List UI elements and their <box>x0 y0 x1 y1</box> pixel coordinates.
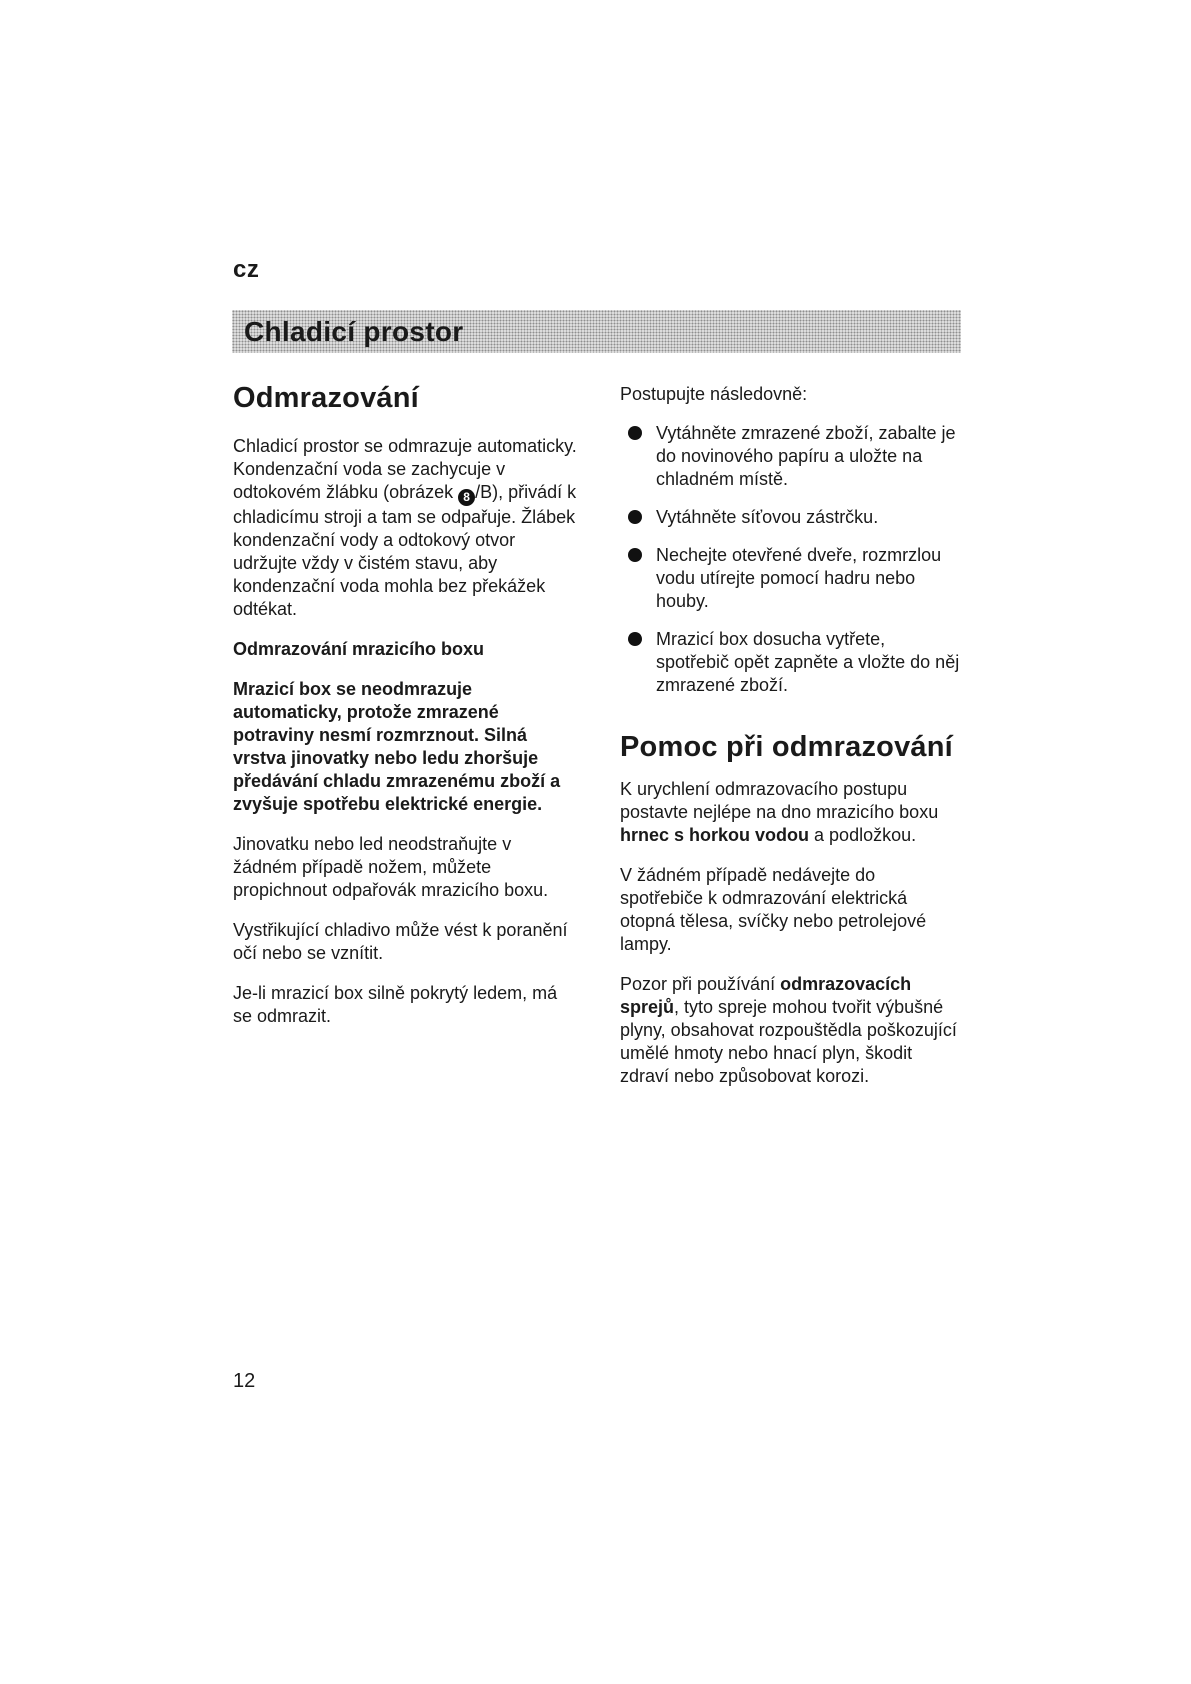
list-item <box>620 628 963 697</box>
paragraph-refrigerant-danger: Vystřikující chladivo může vést k poranění očí nebo se vznítit. <box>233 920 568 963</box>
right-column <box>620 380 963 1105</box>
paragraph-freezer-warning: Mrazicí box se neodmrazuje automaticky, protože zmrazené potraviny nesmí rozmrznout. Silná vrstva jinovatky nebo ledu zhoršuje předávání chladu zmrazenému zboží a zvyšuje spotřebu elektrické energie. <box>233 679 561 814</box>
content-columns <box>233 380 963 1105</box>
step-text: Nechejte otevřené dveře, rozmrzlou vodu utírejte pomocí hadru nebo houby. <box>656 545 942 611</box>
paragraph-bold-text: odmrazovacích sprejů <box>620 974 912 1017</box>
paragraph-hot-water <box>620 778 963 847</box>
step-text: Vytáhněte síťovou zástrčku. <box>656 507 879 527</box>
section-banner-title: Chladicí prostor <box>244 315 464 347</box>
paragraph-text: Chladicí prostor se odmrazuje automaticky. Kondenzační voda se zachycuje v odtokovém žlábku (obrázek <box>233 436 577 502</box>
figure-8-icon: 8 <box>458 489 475 506</box>
subheading-freezer-box: Odmrazování mrazicího boxu <box>233 639 485 659</box>
step-text: Vytáhněte zmrazené zboží, zabalte je do novinového papíru a uložte na chladném místě. <box>656 423 956 489</box>
paragraph-auto-defrost <box>233 435 580 621</box>
section-heading-defrost-help: Pomoc při odmrazování <box>620 731 953 763</box>
paragraph-text: , tyto spreje mohou tvořit výbušné plyny, obsahovat rozpouštědla poškozující umělé hmoty nebo hnací plyn, škodit zdraví nebo způsobovat korozi. <box>620 997 957 1086</box>
bullet-icon <box>628 548 642 562</box>
page-number: 12 <box>233 1370 256 1392</box>
paragraph-text: Pozor při používání <box>620 974 781 994</box>
paragraph-defrost-when-iced: Je-li mrazicí box silně pokrytý ledem, má se odmrazit. <box>233 983 558 1026</box>
paragraph-text: K urychlení odmrazovacího postupu postavte nejlépe na dno mrazicího boxu <box>620 779 939 822</box>
procedure-intro: Postupujte následovně: <box>620 384 808 404</box>
paragraph-text: /B), přivádí k chladicímu stroji a tam se odpařuje. Žlábek kondenzační vody a odtokový otvor udržujte vždy v čistém stavu, aby kondenzační voda mohla bez překážek odtékat. <box>233 482 577 619</box>
bullet-icon <box>628 426 642 440</box>
list-item <box>620 544 963 613</box>
paragraph-text: a podložkou. <box>809 825 917 845</box>
list-item <box>620 506 963 529</box>
list-item <box>620 422 963 491</box>
section-heading-defrosting: Odmrazování <box>233 382 419 414</box>
paragraph-bold-text: hrnec s horkou vodou <box>620 825 810 845</box>
left-column <box>233 380 580 1105</box>
paragraph-no-heaters: V žádném případě nedávejte do spotřebiče k odmrazování elektrická otopná tělesa, svíčky nebo petrolejové lampy. <box>620 865 927 954</box>
paragraph-spray-warning <box>620 973 963 1088</box>
bullet-icon <box>628 632 642 646</box>
step-text: Mrazicí box dosucha vytřete, spotřebič opět zapněte a vložte do něj zmrazené zboží. <box>656 629 960 695</box>
paragraph-no-knife: Jinovatku nebo led neodstraňujte v žádném případě nožem, můžete propichnout odpařovák mrazicího boxu. <box>233 834 549 900</box>
section-banner <box>232 310 961 353</box>
bullet-icon <box>628 510 642 524</box>
language-tag: cz <box>233 256 260 283</box>
procedure-steps <box>620 422 963 697</box>
